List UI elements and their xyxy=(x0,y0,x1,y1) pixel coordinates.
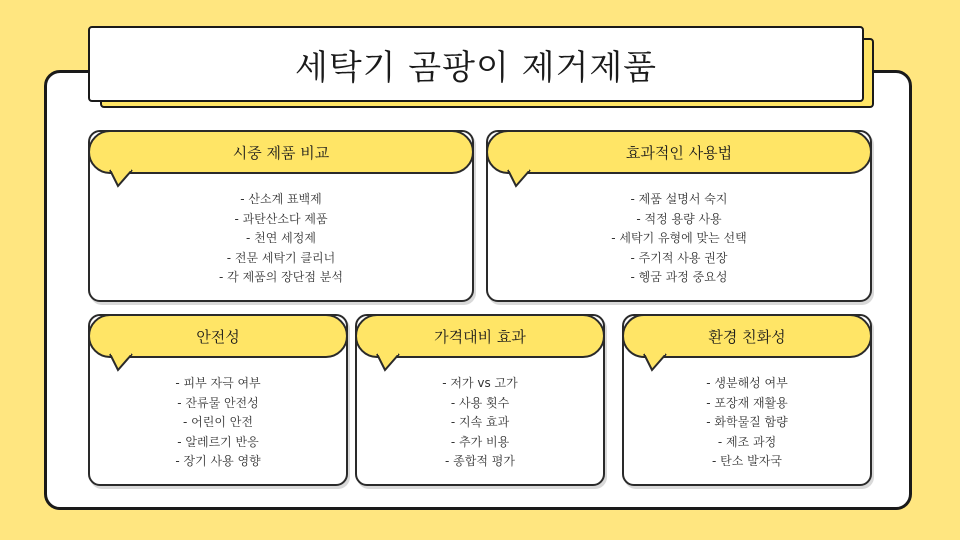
list-item: - 주기적 사용 권장 xyxy=(630,250,728,265)
list-item: - 과탄산소다 제품 xyxy=(234,211,328,226)
card-header xyxy=(88,130,474,174)
list-item: - 포장재 재활용 xyxy=(706,395,788,410)
card-header xyxy=(88,314,348,358)
speech-bubble-tail xyxy=(506,170,532,188)
card-list xyxy=(90,190,472,288)
card-header xyxy=(486,130,872,174)
list-item: - 화학물질 함량 xyxy=(706,415,788,429)
title-box xyxy=(88,26,864,102)
speech-bubble-tail xyxy=(642,354,668,372)
list-item: - 추가 비용 xyxy=(450,434,510,449)
list-item: - 제품 설명서 숙지 xyxy=(630,192,728,206)
speech-bubble-tail xyxy=(108,354,134,372)
list-item: - 세탁기 유형에 맞는 선택 xyxy=(611,231,747,245)
card-title: 안전성 xyxy=(196,327,240,346)
list-item: - 피부 자극 여부 xyxy=(175,376,261,390)
list-item: - 저가 vs 고가 xyxy=(442,376,518,390)
list-item: - 지속 효과 xyxy=(450,415,510,429)
card-cost-effectiveness xyxy=(355,314,605,486)
list-item: - 각 제품의 장단점 분석 xyxy=(219,270,343,284)
list-item: - 종합적 평가 xyxy=(445,454,515,468)
speech-bubble-tail xyxy=(108,170,134,188)
card-list xyxy=(488,190,870,288)
list-item: - 사용 횟수 xyxy=(450,395,510,410)
card-list xyxy=(357,374,603,472)
list-item: - 어린이 안전 xyxy=(183,415,253,429)
list-item: - 산소계 표백제 xyxy=(240,192,322,206)
card-usage xyxy=(486,130,872,302)
list-item: - 장기 사용 영향 xyxy=(175,454,261,468)
list-item: - 천연 세정제 xyxy=(246,231,316,245)
card-title: 시중 제품 비교 xyxy=(232,143,330,162)
list-item: - 전문 세탁기 클리너 xyxy=(226,250,336,265)
card-title: 효과적인 사용법 xyxy=(625,143,733,162)
card-title: 가격대비 효과 xyxy=(434,327,526,346)
list-item: - 제조 과정 xyxy=(717,434,777,449)
list-item: - 헹굼 과정 중요성 xyxy=(630,270,728,284)
speech-bubble-tail xyxy=(375,354,401,372)
list-item: - 적정 용량 사용 xyxy=(636,211,722,226)
card-market-comparison xyxy=(88,130,474,302)
card-title: 환경 친화성 xyxy=(708,327,786,346)
card-safety xyxy=(88,314,348,486)
card-eco-friendliness xyxy=(622,314,872,486)
card-header xyxy=(355,314,605,358)
list-item: - 잔류물 안전성 xyxy=(177,395,259,410)
list-item: - 탄소 발자국 xyxy=(712,454,782,468)
list-item: - 알레르기 반응 xyxy=(177,434,259,449)
page-title: 세탁기 곰팡이 제거제품 xyxy=(294,47,658,88)
card-list xyxy=(90,374,346,472)
card-list xyxy=(624,374,870,472)
card-header xyxy=(622,314,872,358)
list-item: - 생분해성 여부 xyxy=(706,376,788,390)
